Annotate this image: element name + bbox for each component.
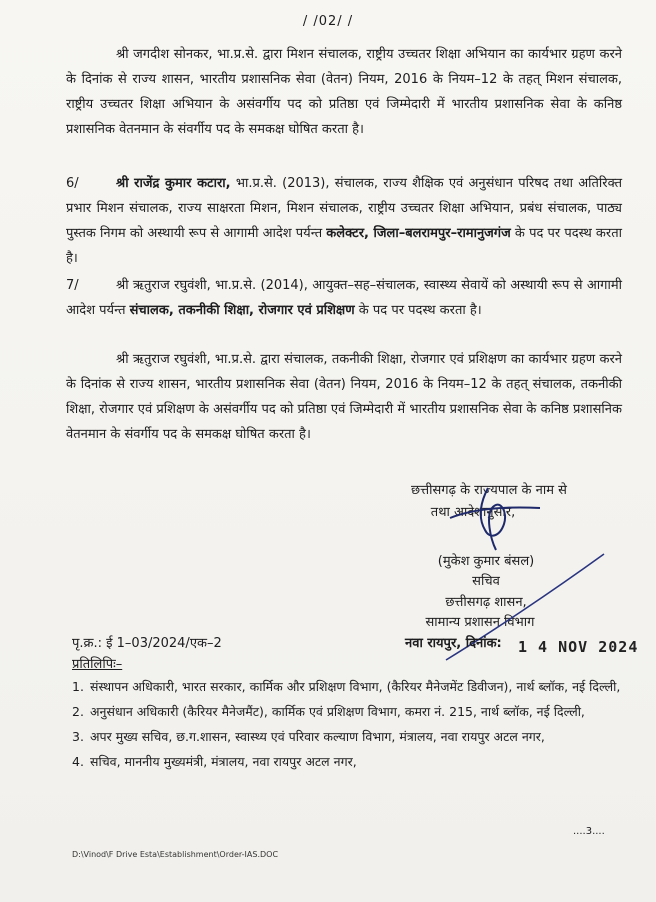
list-item: 4. सचिव, माननीय मुख्यमंत्री, मंत्रालय, नवा रायपुर अटल नगर, (72, 754, 357, 769)
item-body-end: के पद पर पदस्थ करता है। (354, 303, 482, 318)
item-number: 7/ (66, 278, 79, 293)
list-item: 1. संस्थापन अधिकारी, भारत सरकार, कार्मिक और प्रशिक्षण विभाग, (कैरियर मैनेजमेंट डिवीजन), नार्थ ब्लॉक, नई दिल्ली, (72, 679, 621, 694)
list-item: 2. अनुसंधान अधिकारी (कैरियर मैनेजमैंट), कार्मिक एवं प्रशिक्षण विभाग, कमरा नं. 215, नार्थ ब्लॉक, नई दिल्ली, (72, 704, 585, 719)
order-item-7 (66, 273, 622, 323)
officer-name: श्री ऋतुराज रघुवंशी, (116, 278, 211, 293)
signatory-designation: सचिव (472, 574, 500, 589)
officer-name: श्री राजेंद्र कुमार कटारा, (116, 176, 231, 191)
list-item: 3. अपर मुख्य सचिव, छ.ग.शासन, स्वास्थ्य एवं परिवार कल्याण विभाग, मंत्रालय, नवा रायपुर अटल नगर, (72, 729, 545, 744)
signature-authority-line: छत्तीसगढ़ के राज्यपाल के नाम से (411, 483, 567, 498)
posting-title: कलेक्टर, जिला–बलरामपुर–रामानुजगंज (326, 226, 511, 241)
signature-authority-line2: तथा आदेशानुसार, (430, 505, 516, 520)
continuation-marker: ....3.... (573, 826, 605, 837)
department-name: सामान्य प्रशासन विभाग (425, 615, 535, 630)
signatory-name: (मुकेश कुमार बंसल) (437, 554, 535, 569)
officer-name: श्री जगदीश सोनकर, (116, 47, 213, 62)
copy-to-heading: प्रतिलिपिः– (72, 657, 123, 672)
page-number: / /02/ / (302, 14, 354, 29)
date-stamp: 1 4 NOV 2024 (518, 638, 639, 656)
file-path: D:\Vinod\F Drive Esta\Establishment\Order-IAS.DOC (72, 850, 279, 859)
government-name: छत्तीसगढ़ शासन, (445, 595, 527, 610)
item-body: भा.प्र.से. (2013), संचालक, राज्य शैक्षिक एवं अनुसंधान परिषद तथा अतिरिक्त प्रभार मिशन संचालक, राज्य साक्षरता मिशन, मिशन संचालक, राष्ट्रीय उच्चतर शिक्षा अभियान, प्रबंध संचालक, पाठ्य पुस्तक निगम को अस्थायी रूप से आगामी आदेश पर्यन्त (66, 176, 622, 241)
paragraph-mission-director (66, 42, 622, 142)
paragraph-body: भा.प्र.से. द्वारा मिशन संचालक, राष्ट्रीय उच्चतर शिक्षा अभियान का कार्यभार ग्रहण करने के दिनांक से राज्य शासन, भारतीय प्रशासनिक सेवा (वेतन) नियम, 2016 के नियम–12 के तहत् मिशन संचालक, राष्ट्रीय उच्चतर शिक्षा अभियान के असंवर्गीय पद को प्रतिष्ठा एवं जिम्मेदारी में भारतीय प्रशासनिक सेवा के कनिष्ठ प्रशासनिक वेतनमान के संवर्गीय पद के समकक्ष घोषित करता है। (66, 47, 622, 137)
order-item-6 (66, 171, 622, 271)
item-body-end: के पद पर पदस्थ करता है। (66, 226, 622, 266)
item-number: 6/ (66, 176, 79, 191)
place-date-label: नवा रायपुर, दिनांक: (405, 636, 502, 651)
posting-title: संचालक, तकनीकी शिक्षा, रोजगार एवं प्रशिक्षण (129, 303, 355, 318)
paragraph-body: श्री ऋतुराज रघुवंशी, भा.प्र.से. द्वारा संचालक, तकनीकी शिक्षा, रोजगार एवं प्रशिक्षण का कार्यभार ग्रहण करने के दिनांक से राज्य शासन, भारतीय प्रशासनिक सेवा (वेतन) नियम, 2016 के नियम–12 के तहत् संचालक, तकनीकी शिक्षा, रोजगार एवं प्रशिक्षण के असंवर्गीय पद को प्रतिष्ठा एवं जिम्मेदारी में भारतीय प्रशासनिक सेवा के कनिष्ठ प्रशासनिक वेतनमान के संवर्गीय पद के समकक्ष घोषित करता है। (66, 352, 622, 442)
copy-list (72, 676, 632, 776)
item-body: भा.प्र.से. (2014), आयुक्त–सह–संचालक, स्वास्थ्य सेवायें को अस्थायी रूप से आगामी आदेश पर्यन्त (66, 278, 623, 318)
reference-number: पृ.क्र.: ई 1–03/2024/एक–2 (72, 636, 222, 651)
paragraph-technical-education (66, 347, 622, 447)
